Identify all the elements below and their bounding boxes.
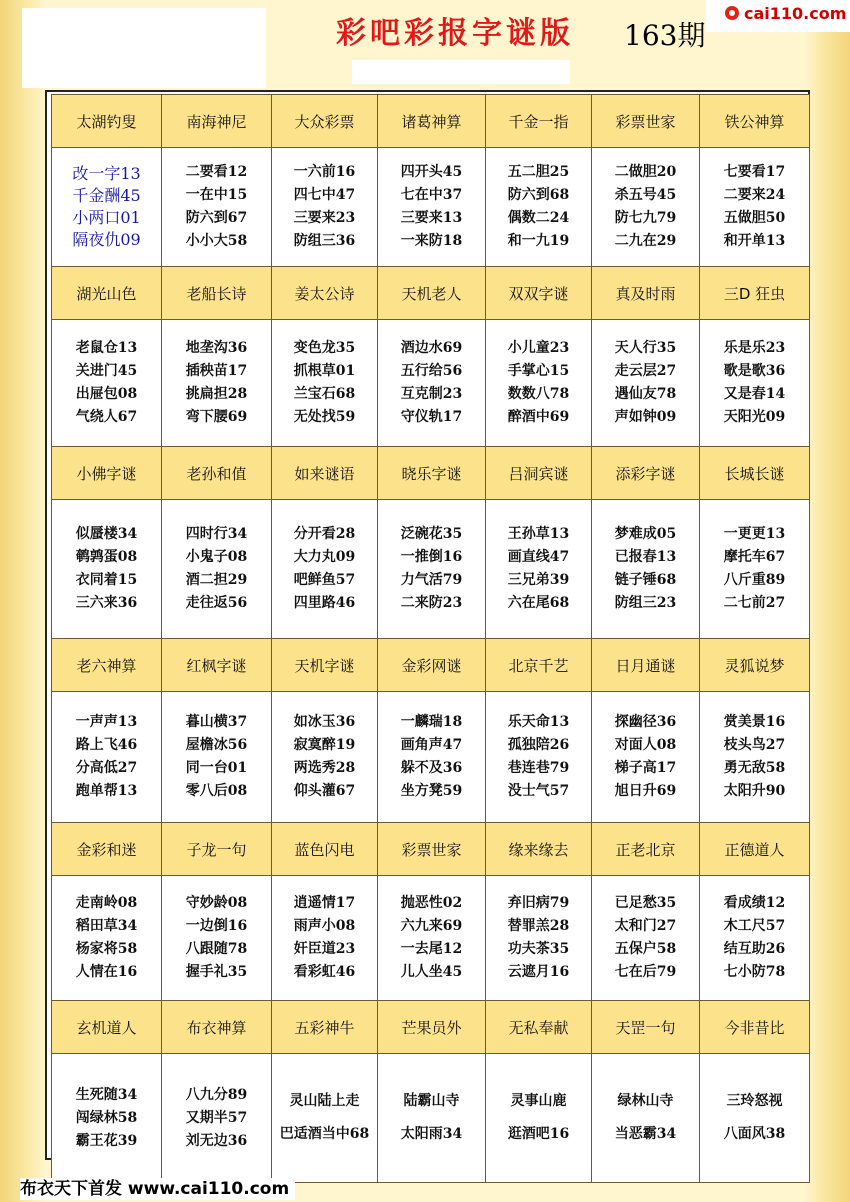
riddle-line: 力气活79: [400, 572, 463, 588]
column-name-cell: 天罡一句: [592, 1001, 700, 1054]
column-name-cell: 灵狐说梦: [700, 639, 810, 692]
riddle-line: 偶数二24: [507, 210, 570, 226]
riddle-cell: [486, 320, 592, 447]
riddle-cell: [700, 1054, 810, 1183]
riddle-line: 一声声13: [75, 714, 138, 730]
riddle-cell: [486, 500, 592, 639]
riddle-line: 七要看17: [723, 164, 786, 180]
riddle-line: 屋檐冰56: [185, 737, 248, 753]
riddle-line: 八斤重89: [723, 572, 786, 588]
riddle-line: 奸臣道23: [293, 941, 356, 957]
riddle-line: 五做胆50: [723, 210, 786, 226]
column-name-cell: 天机字谜: [272, 639, 378, 692]
line-gap: [272, 1113, 377, 1123]
riddle-line: 王孙草13: [507, 526, 570, 542]
riddle-line: 二来防23: [400, 595, 463, 611]
content-row: [52, 320, 810, 447]
riddle-line: 太阳升90: [723, 783, 786, 799]
column-name-cell: 太湖钓叟: [52, 95, 162, 148]
riddle-line: 巷连巷79: [507, 760, 570, 776]
content-row: [52, 692, 810, 823]
riddle-line: 同一台01: [185, 760, 248, 776]
column-name-cell: 彩票世家: [378, 823, 486, 876]
riddle-line: 结互助26: [723, 941, 786, 957]
column-name-cell: 缘来缘去: [486, 823, 592, 876]
content-row: [52, 148, 810, 267]
riddle-cell: [700, 320, 810, 447]
riddle-line: 六九来69: [400, 918, 463, 934]
riddle-line: 一在中15: [185, 187, 248, 203]
column-name-cell: 姜太公诗: [272, 267, 378, 320]
column-name-cell: 老船长诗: [162, 267, 272, 320]
riddle-line: 暮山横37: [185, 714, 248, 730]
riddle-line: 已报春13: [614, 549, 677, 565]
riddle-line: 五保户58: [614, 941, 677, 957]
riddle-line: 一推倒16: [400, 549, 463, 565]
riddle-line: 探幽径36: [614, 714, 677, 730]
riddle-line: 坐方凳59: [400, 783, 463, 799]
riddle-cell: [378, 320, 486, 447]
riddle-line: 孤独陪26: [507, 737, 570, 753]
riddle-cell: [162, 320, 272, 447]
riddle-line: 一麟瑞18: [400, 714, 463, 730]
riddle-cell: [162, 148, 272, 267]
riddle-cell: [486, 692, 592, 823]
riddle-cell: [486, 148, 592, 267]
riddle-cell: [700, 500, 810, 639]
riddle-line: 两选秀28: [293, 760, 356, 776]
riddle-line: 旭日升69: [614, 783, 677, 799]
riddle-line: 灵事山鹿: [510, 1093, 567, 1109]
riddle-line: 醉酒中69: [507, 409, 570, 425]
column-name-cell: 芒果员外: [378, 1001, 486, 1054]
riddle-line: 五二胆25: [507, 164, 570, 180]
column-name-cell: 湖光山色: [52, 267, 162, 320]
riddle-line: 对面人08: [614, 737, 677, 753]
column-name-cell: 无私奉献: [486, 1001, 592, 1054]
riddle-cell: [272, 1054, 378, 1183]
riddle-line: 天阳光09: [723, 409, 786, 425]
column-name-cell: 老孙和值: [162, 447, 272, 500]
riddle-line: 千金酬45: [72, 186, 141, 205]
riddle-line: 一边倒16: [185, 918, 248, 934]
riddle-line: 一更更13: [723, 526, 786, 542]
riddle-line: 抓根草01: [293, 363, 356, 379]
riddle-cell: [52, 148, 162, 267]
riddle-line: 看成绩12: [723, 895, 786, 911]
column-name-cell: 添彩字谜: [592, 447, 700, 500]
blank-panel-center: [352, 60, 570, 84]
riddle-line: 八跟随78: [185, 941, 248, 957]
column-name-cell: 南海神尼: [162, 95, 272, 148]
riddle-line: 梯子高17: [614, 760, 677, 776]
riddle-line: 梦难成05: [614, 526, 677, 542]
riddle-line: 乐天命13: [507, 714, 570, 730]
header-row: [52, 639, 810, 692]
riddle-line: 兰宝石68: [293, 386, 356, 402]
column-name-cell: 铁公神算: [700, 95, 810, 148]
line-gap: [592, 1113, 699, 1123]
riddle-line: 七在后79: [614, 964, 677, 980]
riddle-line: 二七前27: [723, 595, 786, 611]
riddle-line: 一来防18: [400, 233, 463, 249]
riddle-line: 七小防78: [723, 964, 786, 980]
column-name-cell: 正德道人: [700, 823, 810, 876]
riddle-line: 气绕人67: [75, 409, 138, 425]
riddle-cell: [592, 148, 700, 267]
riddle-cell: [272, 692, 378, 823]
header-row: [52, 823, 810, 876]
riddle-line: 歌是歌36: [723, 363, 786, 379]
riddle-line: 躲不及36: [400, 760, 463, 776]
riddle-line: 摩托车67: [723, 549, 786, 565]
riddle-line: 逍遥情17: [293, 895, 356, 911]
riddle-line: 功夫茶35: [507, 941, 570, 957]
riddle-line: 守仪轨17: [400, 409, 463, 425]
column-name-cell: 天机老人: [378, 267, 486, 320]
column-name-cell: 金彩和迷: [52, 823, 162, 876]
riddle-cell: [378, 500, 486, 639]
riddle-line: 又期半57: [185, 1109, 248, 1126]
riddle-cell: [592, 692, 700, 823]
riddle-line: 乐是乐23: [723, 340, 786, 356]
riddle-cell: [272, 500, 378, 639]
riddle-line: 防组三36: [293, 233, 356, 249]
line-gap: [378, 1113, 485, 1123]
column-name-cell: 三D 狂虫: [700, 267, 810, 320]
riddle-line: 二做胆20: [614, 164, 677, 180]
riddle-line: 握手礼35: [185, 964, 248, 980]
content-row: [52, 500, 810, 639]
riddle-line: 儿人坐45: [400, 964, 463, 980]
riddle-line: 三玲怒视: [726, 1093, 783, 1109]
riddle-cell: [378, 876, 486, 1001]
riddle-line: 三兄弟39: [507, 572, 570, 588]
riddle-line: 和开单13: [723, 233, 786, 249]
riddle-line: 太阳雨34: [400, 1126, 463, 1142]
riddle-line: 鹌鹑蛋08: [75, 549, 138, 565]
content-row: [52, 1054, 810, 1183]
riddle-line: 二要看12: [185, 164, 248, 180]
column-name-cell: 今非昔比: [700, 1001, 810, 1054]
riddle-cell: [486, 876, 592, 1001]
riddle-line: 六在尾68: [507, 595, 570, 611]
riddle-line: 闯绿林58: [75, 1109, 138, 1126]
riddle-line: 三要来13: [400, 210, 463, 226]
riddle-line: 出屉包08: [75, 386, 138, 402]
riddle-line: 又是春14: [723, 386, 786, 402]
riddle-cell: [162, 692, 272, 823]
riddle-cell: [52, 1054, 162, 1183]
riddle-line: 链子锤68: [614, 572, 677, 588]
column-name-cell: 金彩网谜: [378, 639, 486, 692]
riddle-line: 太和门27: [614, 918, 677, 934]
page-title: 彩吧彩报字谜版: [336, 16, 574, 51]
column-name-cell: 长城长谜: [700, 447, 810, 500]
riddle-line: 五行给56: [400, 363, 463, 379]
riddle-line: 衣同着15: [75, 572, 138, 588]
riddle-line: 刘无边36: [185, 1132, 248, 1149]
riddle-line: 一去尾12: [400, 941, 463, 957]
riddle-line: 小鬼子08: [185, 549, 248, 565]
header-row: [52, 95, 810, 148]
riddle-line: 巴适酒当中68: [279, 1126, 370, 1142]
riddle-cell: [700, 692, 810, 823]
riddle-cell: [592, 500, 700, 639]
riddle-line: 替罪羔28: [507, 918, 570, 934]
riddle-line: 和一九19: [507, 233, 570, 249]
riddle-cell: [162, 500, 272, 639]
riddle-line: 二九在29: [614, 233, 677, 249]
riddle-cell: [162, 876, 272, 1001]
issue-number: 163期: [624, 19, 706, 52]
column-name-cell: 晓乐字谜: [378, 447, 486, 500]
riddle-line: 一六前16: [293, 164, 356, 180]
riddle-line: 已足愁35: [614, 895, 677, 911]
riddle-line: 陆霸山寺: [403, 1093, 460, 1109]
column-name-cell: 正老北京: [592, 823, 700, 876]
header-row: [52, 1001, 810, 1054]
riddle-line: 二要来24: [723, 187, 786, 203]
riddle-line: 大力丸09: [293, 549, 356, 565]
riddle-line: 四七中47: [293, 187, 356, 203]
riddle-line: 赏美景16: [723, 714, 786, 730]
column-name-cell: 彩票世家: [592, 95, 700, 148]
blank-panel-left: [22, 8, 266, 88]
riddle-line: 挑扁担28: [185, 386, 248, 402]
footer-credit: 布衣天下首发 www.cai110.com: [20, 1178, 295, 1200]
riddle-cell: [378, 148, 486, 267]
column-name-cell: 蓝色闪电: [272, 823, 378, 876]
riddle-cell: [272, 148, 378, 267]
riddle-line: 防组三23: [614, 595, 677, 611]
riddle-line: 零八后08: [185, 783, 248, 799]
column-name-cell: 真及时雨: [592, 267, 700, 320]
riddle-cell: [700, 876, 810, 1001]
column-name-cell: 千金一指: [486, 95, 592, 148]
riddle-line: 地垄沟36: [185, 340, 248, 356]
riddle-line: 隔夜仇09: [72, 230, 141, 249]
riddle-line: 七在中37: [400, 187, 463, 203]
riddle-line: 似蜃楼34: [75, 526, 138, 542]
riddle-line: 杀五号45: [614, 187, 677, 203]
riddle-line: 勇无敌58: [723, 760, 786, 776]
column-name-cell: 如来谜语: [272, 447, 378, 500]
line-gap: [486, 1113, 591, 1123]
site-mark: cai110.com: [744, 4, 847, 23]
riddle-line: 绿林山寺: [617, 1093, 674, 1109]
riddle-line: 分高低27: [75, 760, 138, 776]
riddle-line: 杨家将58: [75, 941, 138, 957]
riddle-line: 稻田草34: [75, 918, 138, 934]
column-name-cell: 吕洞宾谜: [486, 447, 592, 500]
column-name-cell: 诸葛神算: [378, 95, 486, 148]
riddle-table: [51, 94, 810, 1183]
riddle-line: 小儿童23: [507, 340, 570, 356]
riddle-line: 小小大58: [185, 233, 248, 249]
riddle-line: 四里路46: [293, 595, 356, 611]
column-name-cell: 布衣神算: [162, 1001, 272, 1054]
riddle-line: 四开头45: [400, 164, 463, 180]
riddle-line: 吧鲜鱼57: [293, 572, 356, 588]
riddle-line: 无处找59: [293, 409, 356, 425]
riddle-line: 看彩虹46: [293, 964, 356, 980]
riddle-line: 逛酒吧16: [507, 1126, 570, 1142]
riddle-line: 防七九79: [614, 210, 677, 226]
riddle-line: 八面风38: [723, 1126, 786, 1142]
riddle-line: 插秧苗17: [185, 363, 248, 379]
column-name-cell: 红枫字谜: [162, 639, 272, 692]
riddle-line: 走往返56: [185, 595, 248, 611]
riddle-line: 如冰玉36: [293, 714, 356, 730]
column-name-cell: 玄机道人: [52, 1001, 162, 1054]
riddle-line: 当恶霸34: [614, 1126, 677, 1142]
riddle-cell: [378, 1054, 486, 1183]
riddle-line: 声如钟09: [614, 409, 677, 425]
header-row: [52, 267, 810, 320]
riddle-cell: [486, 1054, 592, 1183]
riddle-line: 路上飞46: [75, 737, 138, 753]
riddle-line: 仰头灌67: [293, 783, 356, 799]
riddle-line: 老鼠仓13: [75, 340, 138, 356]
riddle-cell: [162, 1054, 272, 1183]
riddle-line: 三六来36: [75, 595, 138, 611]
riddle-line: 寂寞醉19: [293, 737, 356, 753]
riddle-cell: [272, 876, 378, 1001]
riddle-line: 跑单帮13: [75, 783, 138, 799]
riddle-cell: [378, 692, 486, 823]
riddle-line: 弃旧病79: [507, 895, 570, 911]
riddle-line: 手掌心15: [507, 363, 570, 379]
riddle-line: 守妙龄08: [185, 895, 248, 911]
column-name-cell: 五彩神牛: [272, 1001, 378, 1054]
riddle-cell: [52, 692, 162, 823]
riddle-cell: [52, 500, 162, 639]
riddle-cell: [700, 148, 810, 267]
column-name-cell: 大众彩票: [272, 95, 378, 148]
riddle-line: 抛恶性02: [400, 895, 463, 911]
riddle-cell: [52, 320, 162, 447]
riddle-line: 走云层27: [614, 363, 677, 379]
column-name-cell: 双双字谜: [486, 267, 592, 320]
riddle-line: 变色龙35: [293, 340, 356, 356]
header-row: [52, 447, 810, 500]
riddle-cell: [592, 320, 700, 447]
riddle-line: 霸王花39: [75, 1132, 138, 1149]
riddle-line: 木工尺57: [723, 918, 786, 934]
riddle-line: 生死随34: [75, 1086, 138, 1103]
riddle-cell: [272, 320, 378, 447]
riddle-line: 四时行34: [185, 526, 248, 542]
riddle-line: 枝头鸟27: [723, 737, 786, 753]
riddle-line: 分开看28: [293, 526, 356, 542]
column-name-cell: 老六神算: [52, 639, 162, 692]
riddle-line: 改一字13: [72, 164, 141, 183]
riddle-line: 天人行35: [614, 340, 677, 356]
content-row: [52, 876, 810, 1001]
riddle-line: 遇仙友78: [614, 386, 677, 402]
riddle-line: 三要来23: [293, 210, 356, 226]
site-logo-icon: [725, 6, 739, 20]
riddle-cell: [52, 876, 162, 1001]
column-name-cell: 北京千艺: [486, 639, 592, 692]
column-name-cell: 子龙一句: [162, 823, 272, 876]
riddle-cell: [592, 876, 700, 1001]
riddle-line: 人情在16: [75, 964, 138, 980]
riddle-line: 八九分89: [185, 1086, 248, 1103]
riddle-line: 灵山陆上走: [289, 1093, 360, 1109]
riddle-line: 画角声47: [400, 737, 463, 753]
riddle-line: 互克制23: [400, 386, 463, 402]
riddle-line: 画直线47: [507, 549, 570, 565]
riddle-line: 小两口01: [72, 208, 141, 227]
riddle-line: 关进门45: [75, 363, 138, 379]
column-name-cell: 小佛字谜: [52, 447, 162, 500]
riddle-line: 雨声小08: [293, 918, 356, 934]
riddle-line: 云遮月16: [507, 964, 570, 980]
line-gap: [700, 1113, 809, 1123]
riddle-cell: [592, 1054, 700, 1183]
riddle-line: 酒二担29: [185, 572, 248, 588]
riddle-line: 没士气57: [507, 783, 570, 799]
riddle-line: 泛碗花35: [400, 526, 463, 542]
riddle-line: 数数八78: [507, 386, 570, 402]
riddle-line: 弯下腰69: [185, 409, 248, 425]
riddle-line: 酒边水69: [400, 340, 463, 356]
riddle-line: 防六到68: [507, 187, 570, 203]
riddle-line: 防六到67: [185, 210, 248, 226]
column-name-cell: 日月通谜: [592, 639, 700, 692]
riddle-line: 走南岭08: [75, 895, 138, 911]
